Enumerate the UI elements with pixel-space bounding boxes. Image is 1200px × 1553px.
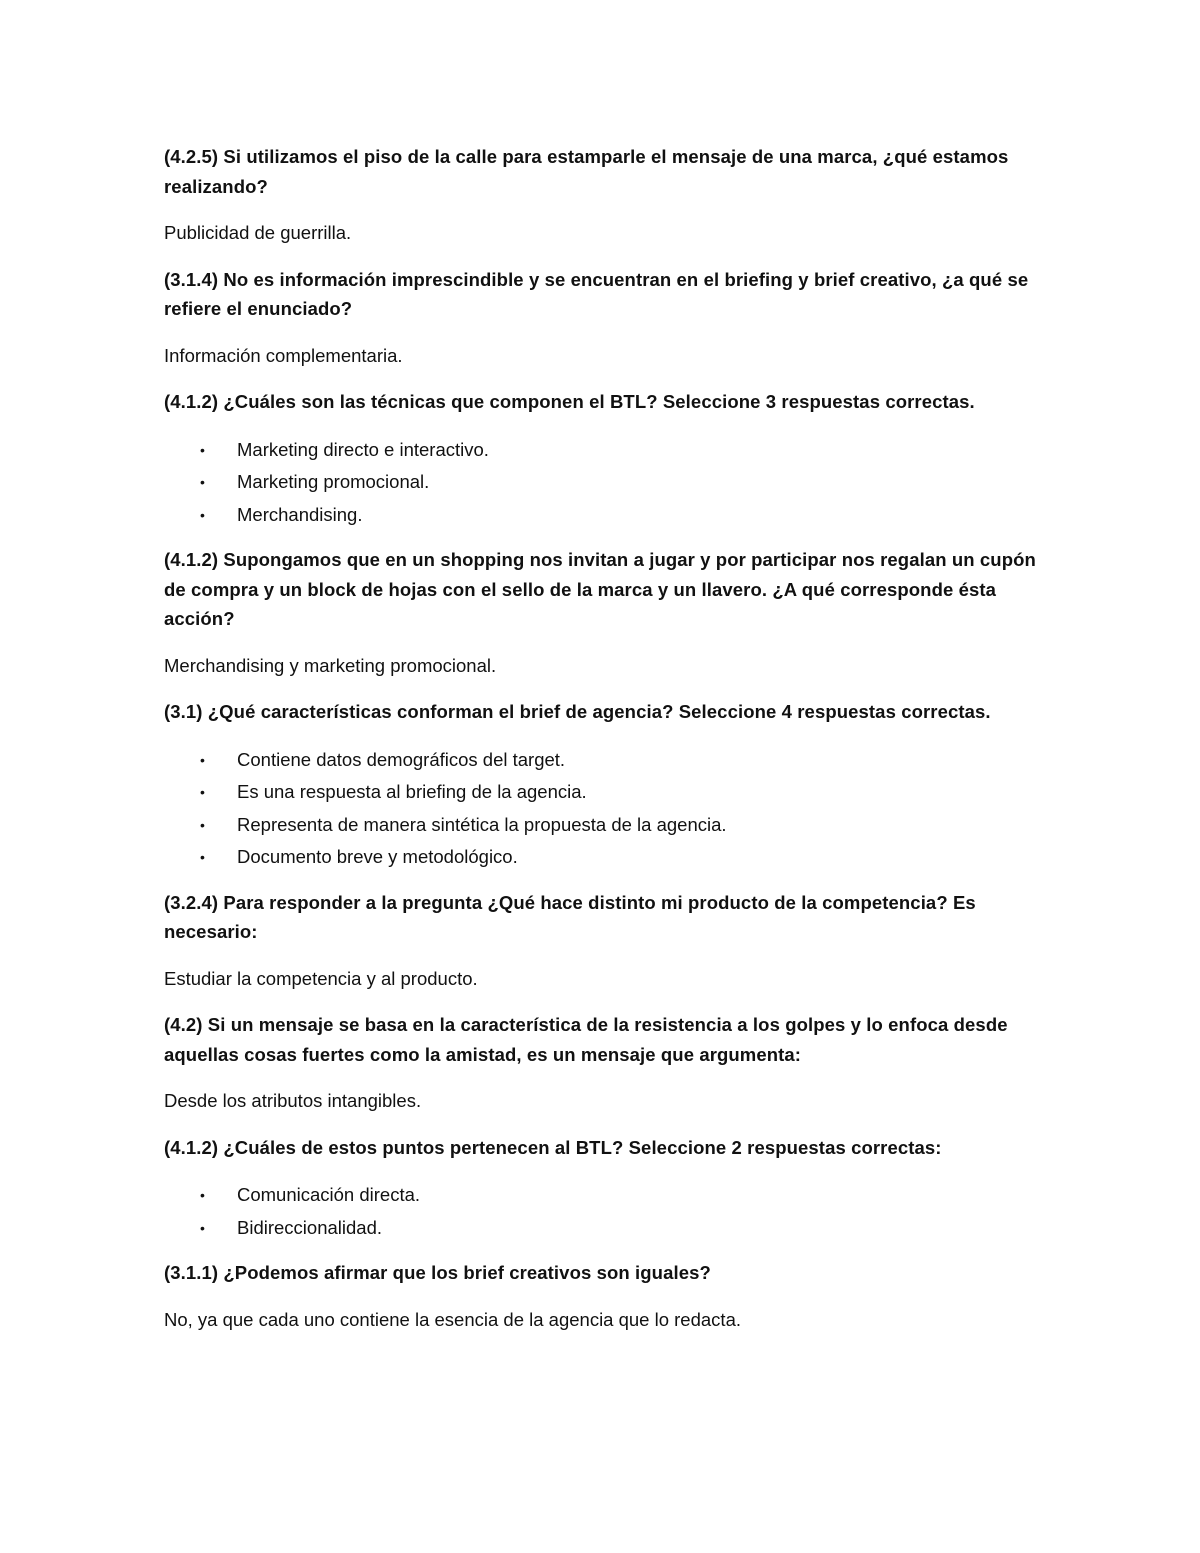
answer-list — [164, 434, 1044, 532]
answer-item-text: Es una respuesta al briefing de la agencia. — [237, 781, 587, 802]
question-text: (4.1.2) ¿Cuáles son las técnicas que componen el BTL? Seleccione 3 respuestas correctas. — [164, 391, 975, 412]
answer-item-text: Marketing directo e interactivo. — [237, 438, 489, 460]
question-text: (3.1.1) ¿Podemos afirmar que los brief creativos son iguales? — [164, 1262, 711, 1283]
answer-list-item — [164, 434, 1044, 467]
answer-item-text: Bidireccionalidad. — [237, 1216, 383, 1238]
bullet-icon: • — [200, 1187, 205, 1203]
answer-text: Información complementaria. — [164, 344, 403, 366]
answer-list-item — [164, 841, 1044, 874]
answer-item-text: Comunicación directa. — [237, 1184, 421, 1205]
answer-item-text: Marketing promocional. — [237, 471, 430, 492]
answer-item-text: Contiene datos demográficos del target. — [237, 748, 566, 770]
answer-list-item — [164, 776, 1044, 809]
bullet-icon: • — [200, 506, 205, 523]
bullet-icon: • — [200, 849, 205, 865]
answer-list-item — [164, 809, 1044, 842]
answer-item-text: Merchandising. — [237, 503, 363, 525]
question-text: (3.2.4) Para responder a la pregunta ¿Qué hace distinto mi producto de la competencia? Es necesario: — [164, 891, 976, 942]
question-text: (4.1.2) ¿Cuáles de estos puntos pertenecen al BTL? Seleccione 2 respuestas correctas: — [164, 1136, 942, 1158]
bullet-icon: • — [200, 474, 205, 490]
question-text: (4.2.5) Si utilizamos el piso de la calle para estamparle el mensaje de una marca, ¿qué estamos realizando? — [164, 146, 1009, 197]
answer-text: Desde los atributos intangibles. — [164, 1090, 422, 1111]
bullet-icon: • — [200, 751, 205, 768]
answer-text: Publicidad de guerrilla. — [164, 222, 352, 243]
answer-list-item — [164, 744, 1044, 777]
question-text: (3.1.4) No es información imprescindible y se encuentran en el briefing y brief creativo, ¿a qué se refiere el enunciado? — [164, 268, 1029, 319]
answer-item-text: Documento breve y metodológico. — [237, 846, 518, 867]
bullet-icon: • — [200, 1219, 205, 1236]
answer-list-item — [164, 1212, 1044, 1245]
question-text: (3.1) ¿Qué características conforman el brief de agencia? Seleccione 4 respuestas correctas. — [164, 701, 991, 722]
bullet-icon: • — [200, 816, 205, 833]
answer-list — [164, 744, 1044, 874]
answer-list-item — [164, 499, 1044, 532]
answer-text: Merchandising y marketing promocional. — [164, 654, 497, 676]
answer-text: Estudiar la competencia y al producto. — [164, 967, 478, 989]
answer-list-item — [164, 1179, 1044, 1212]
answer-text: No, ya que cada uno contiene la esencia de la agencia que lo redacta. — [164, 1308, 741, 1330]
answer-list — [164, 1179, 1044, 1244]
question-text: (4.1.2) Supongamos que en un shopping nos invitan a jugar y por participar nos regalan un cupón de compra y un block de hojas con el sello de la marca y un llavero. ¿A qué corresponde ésta acción? — [164, 549, 1036, 629]
bullet-icon: • — [200, 784, 205, 800]
bullet-icon: • — [200, 441, 205, 458]
answer-item-text: Representa de manera sintética la propuesta de la agencia. — [237, 813, 727, 835]
document-body — [164, 142, 1044, 1351]
question-text: (4.2) Si un mensaje se basa en la característica de la resistencia a los golpes y lo enfoca desde aquellas cosas fuertes como la amistad, es un mensaje que argumenta: — [164, 1014, 1008, 1065]
answer-list-item — [164, 466, 1044, 499]
